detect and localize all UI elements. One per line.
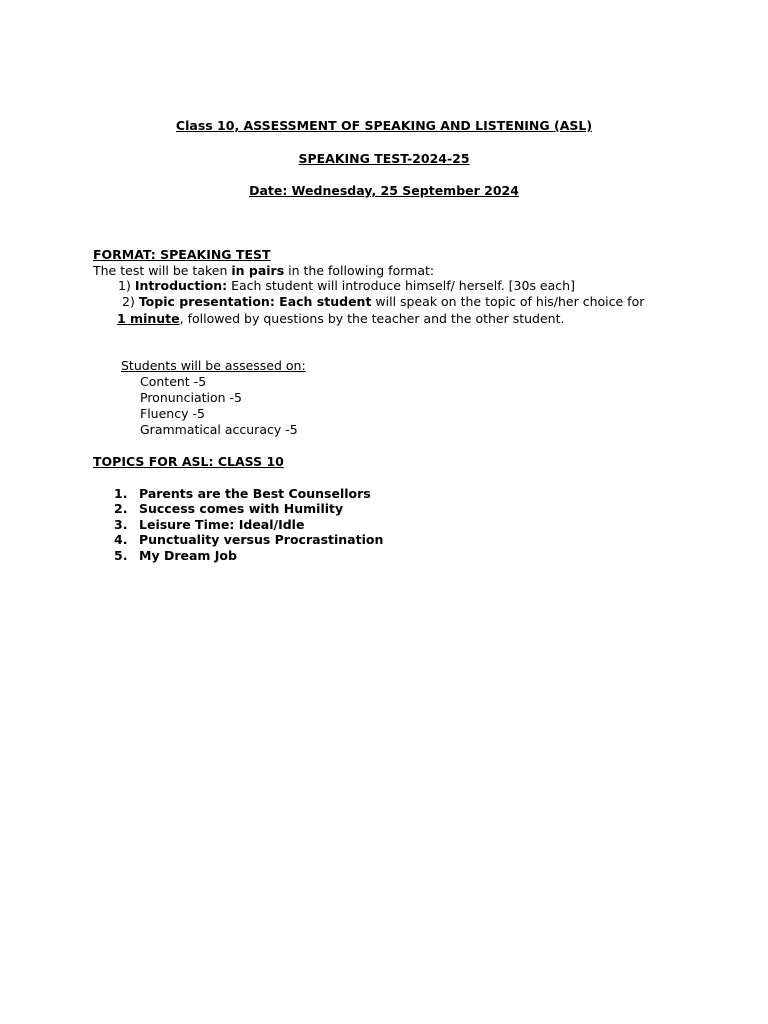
criterion-item: Fluency -5 bbox=[140, 406, 205, 421]
list-item-number: 5. bbox=[114, 547, 128, 563]
format-item-2-continued bbox=[117, 311, 564, 327]
list-item-text: Punctuality versus Procrastination bbox=[139, 532, 384, 548]
format-item-2-num: 2) bbox=[122, 294, 139, 309]
list-item-number: 3. bbox=[114, 516, 128, 532]
list-item bbox=[114, 517, 383, 532]
format-item-2-text: will speak on the topic of his/her choice for bbox=[371, 294, 645, 309]
topics-heading: TOPICS FOR ASL: CLASS 10 bbox=[93, 454, 284, 469]
format-item-1-text: Each student will introduce himself/ herself. [30s each] bbox=[227, 278, 575, 293]
format-item-2-duration: 1 minute bbox=[117, 311, 180, 326]
assessment-heading: Students will be assessed on: bbox=[121, 358, 306, 373]
document-date: Date: Wednesday, 25 September 2024 bbox=[249, 183, 519, 198]
topics-list bbox=[114, 486, 383, 563]
list-item-text: My Dream Job bbox=[139, 547, 237, 563]
list-item-number: 4. bbox=[114, 532, 128, 548]
format-item-2-cont-text: , followed by questions by the teacher and the other student. bbox=[179, 311, 565, 326]
criterion-item: Pronunciation -5 bbox=[140, 390, 242, 405]
format-item-1 bbox=[118, 278, 575, 294]
format-item-2 bbox=[122, 294, 644, 310]
list-item-text: Parents are the Best Counsellors bbox=[139, 486, 371, 501]
criterion-item: Content -5 bbox=[140, 374, 207, 389]
list-item bbox=[114, 486, 383, 501]
format-intro-bold: in pairs bbox=[231, 263, 285, 278]
list-item-text: Leisure Time: Ideal/Idle bbox=[139, 516, 305, 532]
format-heading: FORMAT: SPEAKING TEST bbox=[93, 247, 271, 262]
format-item-2-bold: Topic presentation: Each student bbox=[138, 294, 372, 309]
document-title: Class 10, ASSESSMENT OF SPEAKING AND LISTENING (ASL) bbox=[175, 118, 593, 133]
format-intro-pre: The test will be taken bbox=[93, 263, 232, 278]
list-item bbox=[114, 548, 383, 563]
list-item bbox=[114, 501, 383, 516]
document-subtitle: SPEAKING TEST-2024-25 bbox=[298, 151, 470, 166]
list-item-text: Success comes with Humility bbox=[139, 501, 344, 517]
list-item-number: 1. bbox=[114, 486, 128, 501]
format-intro bbox=[93, 263, 434, 279]
list-item-number: 2. bbox=[114, 501, 128, 517]
format-intro-post: in the following format: bbox=[284, 263, 435, 278]
format-item-1-bold: Introduction: bbox=[134, 278, 228, 293]
list-item bbox=[114, 532, 383, 547]
format-item-1-num: 1) bbox=[118, 278, 135, 293]
criterion-item: Grammatical accuracy -5 bbox=[140, 422, 298, 437]
